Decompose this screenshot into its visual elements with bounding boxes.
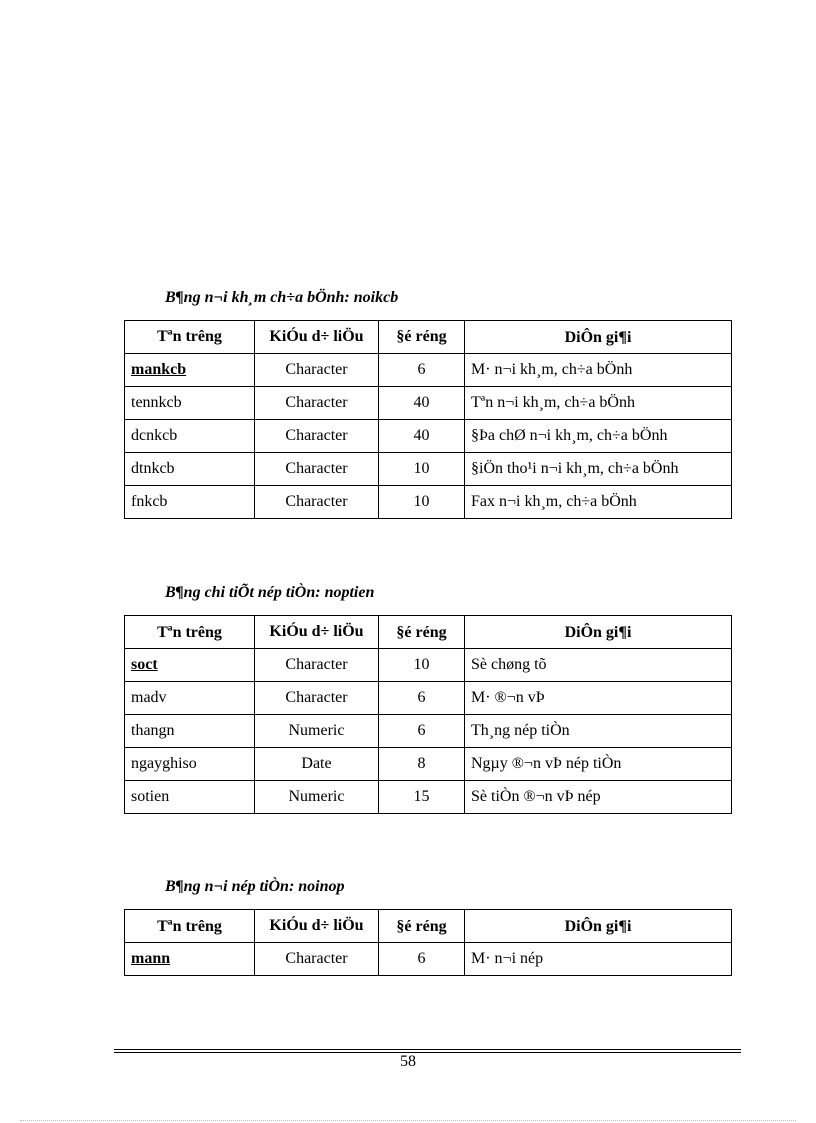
table-row — [125, 486, 732, 519]
table-cell: Sè chøng tõ — [465, 649, 732, 682]
table-cell: 6 — [379, 354, 465, 387]
header-cell: KiÓu d÷ liÖu — [255, 910, 379, 943]
header-cell: §é réng — [379, 616, 465, 649]
header-cell: KiÓu d÷ liÖu — [255, 321, 379, 354]
header-cell: DiÔn gi¶i — [465, 616, 732, 649]
table-cell: 10 — [379, 649, 465, 682]
page-number: 58 — [400, 1053, 416, 1070]
table-caption: B¶ng n¬i kh¸m ch÷a bÖnh: noikcb — [165, 289, 399, 306]
table-cell: 6 — [379, 715, 465, 748]
table-row — [125, 781, 732, 814]
table-cell: 8 — [379, 748, 465, 781]
table-caption: B¶ng n¬i nép tiÒn: noinop — [165, 878, 345, 895]
key-field-cell: soct — [125, 649, 255, 682]
header-cell: §é réng — [379, 321, 465, 354]
header-cell: §é réng — [379, 910, 465, 943]
footer-rule — [114, 1049, 741, 1050]
table-cell: tennkcb — [125, 387, 255, 420]
table-cell: Character — [255, 682, 379, 715]
table-cell: ngayghiso — [125, 748, 255, 781]
table-cell: Sè tiÒn ®¬n vÞ nép — [465, 781, 732, 814]
table-cell: 6 — [379, 943, 465, 976]
table-cell: Character — [255, 453, 379, 486]
table-row — [125, 748, 732, 781]
table-cell: fnkcb — [125, 486, 255, 519]
header-cell: Tªn trêng — [125, 910, 255, 943]
table-row — [125, 420, 732, 453]
header-cell: DiÔn gi¶i — [465, 910, 732, 943]
table-header-row — [125, 616, 732, 649]
table-caption: B¶ng chi tiÕt nép tiÒn: noptien — [165, 584, 375, 601]
data-table — [124, 320, 732, 519]
page-edge-divider — [20, 1120, 796, 1121]
header-cell: Tªn trêng — [125, 616, 255, 649]
table-header-row — [125, 910, 732, 943]
table-row — [125, 649, 732, 682]
table-cell: Character — [255, 354, 379, 387]
table-row — [125, 715, 732, 748]
table-cell: Character — [255, 649, 379, 682]
table-cell: Tªn n¬i kh¸m, ch÷a bÖnh — [465, 387, 732, 420]
table-cell: §iÖn tho¹i n¬i kh¸m, ch÷a bÖnh — [465, 453, 732, 486]
table-row — [125, 943, 732, 976]
table-cell: dtnkcb — [125, 453, 255, 486]
table-cell: §Þa chØ n¬i kh¸m, ch÷a bÖnh — [465, 420, 732, 453]
table-cell: 10 — [379, 486, 465, 519]
table-cell: 40 — [379, 420, 465, 453]
key-field-cell: mankcb — [125, 354, 255, 387]
table-cell: M· ®¬n vÞ — [465, 682, 732, 715]
table-row — [125, 453, 732, 486]
header-cell: Tªn trêng — [125, 321, 255, 354]
table-cell: dcnkcb — [125, 420, 255, 453]
table-cell: 15 — [379, 781, 465, 814]
table-cell: 6 — [379, 682, 465, 715]
table-row — [125, 387, 732, 420]
table-cell: Character — [255, 420, 379, 453]
table-cell: M· n¬i nép — [465, 943, 732, 976]
table-cell: Numeric — [255, 715, 379, 748]
table-cell: Character — [255, 943, 379, 976]
table-cell: Date — [255, 748, 379, 781]
header-cell: DiÔn gi¶i — [465, 321, 732, 354]
table-cell: Fax n¬i kh¸m, ch÷a bÖnh — [465, 486, 732, 519]
table-cell: madv — [125, 682, 255, 715]
key-field-cell: mann — [125, 943, 255, 976]
table-cell: Ngµy ®¬n vÞ nép tiÒn — [465, 748, 732, 781]
table-row — [125, 354, 732, 387]
table-cell: 40 — [379, 387, 465, 420]
table-cell: Numeric — [255, 781, 379, 814]
table-cell: M· n¬i kh¸m, ch÷a bÖnh — [465, 354, 732, 387]
table-cell: thangn — [125, 715, 255, 748]
data-table — [124, 615, 732, 814]
table-row — [125, 682, 732, 715]
table-cell: 10 — [379, 453, 465, 486]
table-cell: Th¸ng nép tiÒn — [465, 715, 732, 748]
header-cell: KiÓu d÷ liÖu — [255, 616, 379, 649]
table-header-row — [125, 321, 732, 354]
data-table — [124, 909, 732, 976]
table-cell: Character — [255, 486, 379, 519]
table-cell: Character — [255, 387, 379, 420]
table-cell: sotien — [125, 781, 255, 814]
